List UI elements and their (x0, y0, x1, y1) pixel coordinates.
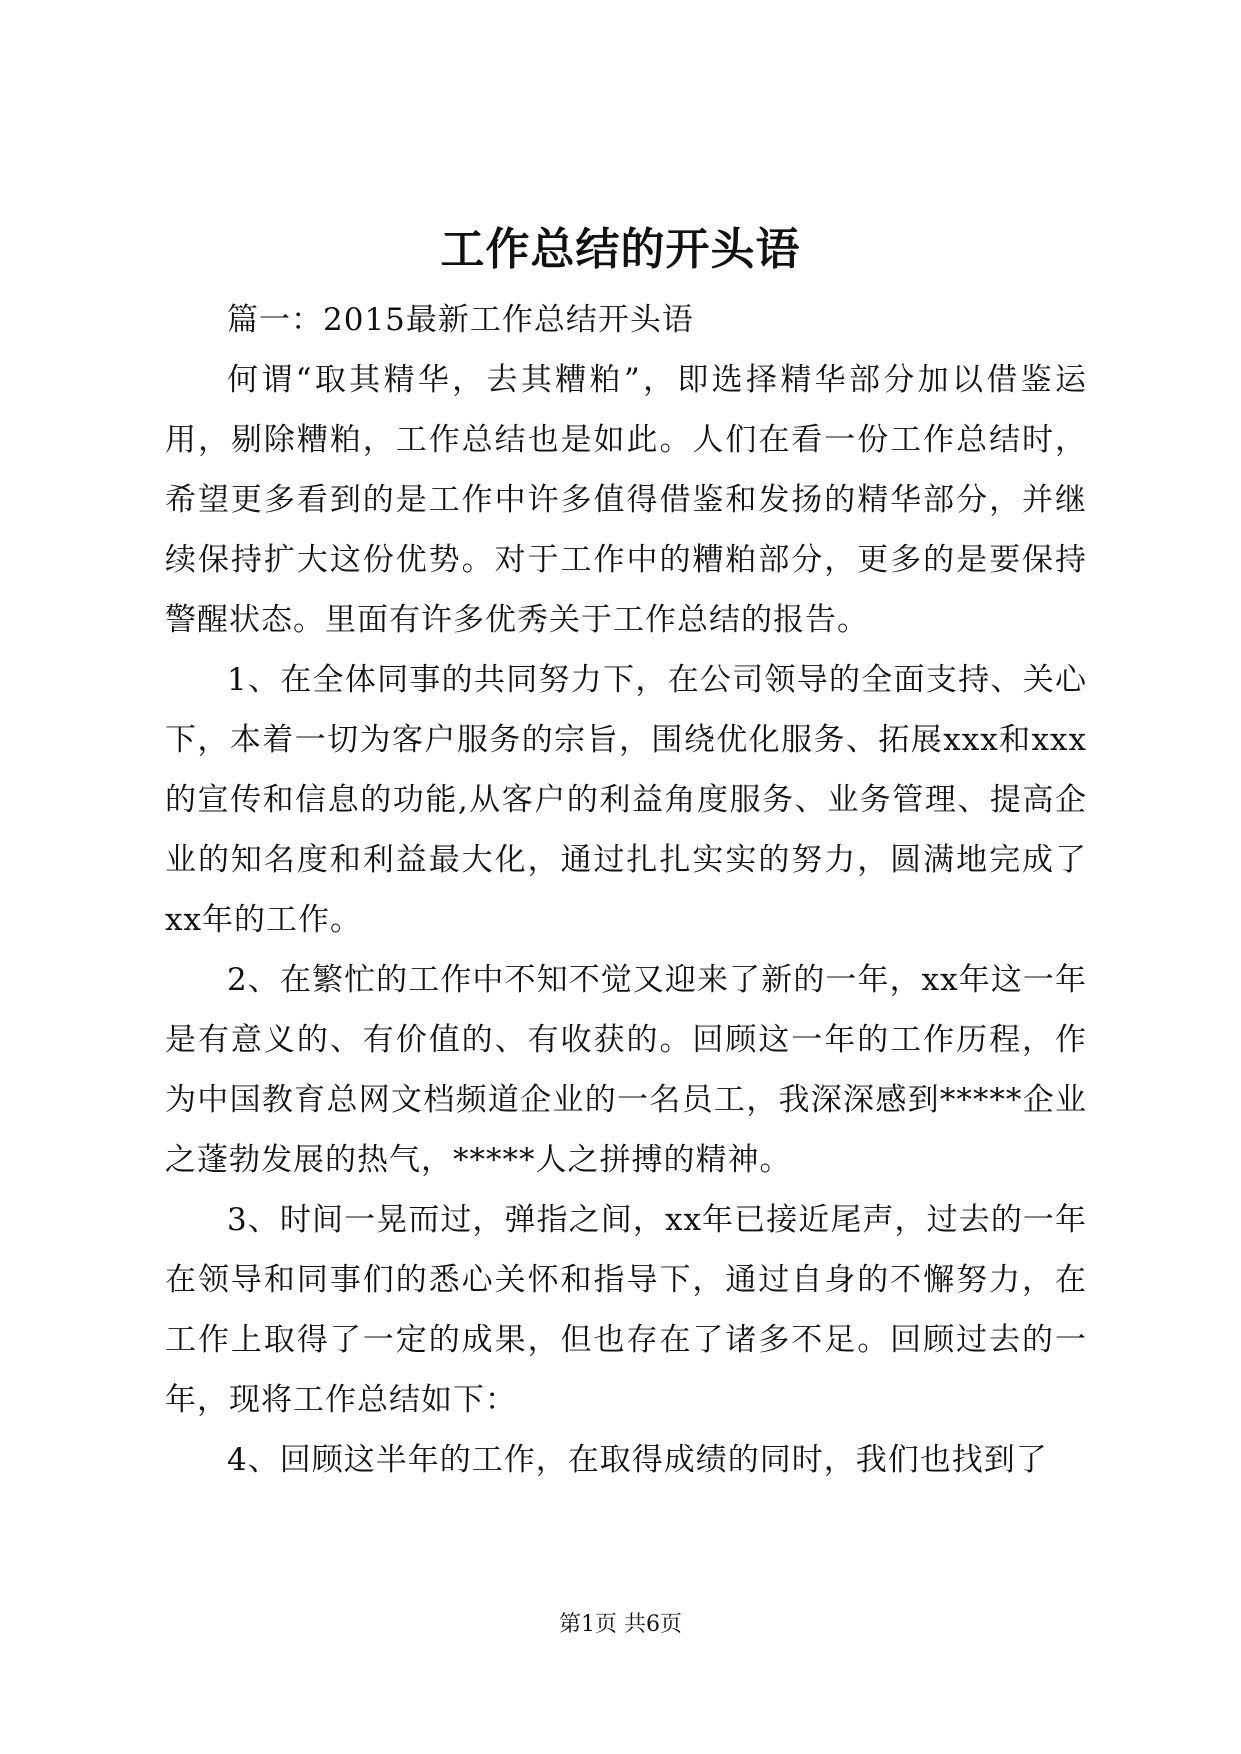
document-title: 工作总结的开头语 (440, 224, 801, 275)
paragraph-item-1: 1、在全体同事的共同努力下，在公司领导的全面支持、关心下，本着一切为客户服务的宗旨，围绕优化服务、拓展xxx和xxx的宣传和信息的功能,从客户的利益角度服务、业务管理、提高企业的知名度和利益最大化，通过扎扎实实的努力，圆满地完成了xx年的工作。 (165, 662, 1087, 938)
paragraph-item-4: 4、回顾这半年的工作，在取得成绩的同时，我们也找到了 (227, 1442, 1048, 1478)
section-heading: 篇一：2015最新工作总结开头语 (227, 302, 694, 338)
document-body (165, 290, 1087, 1490)
paragraph-item-2: 2、在繁忙的工作中不知不觉又迎来了新的一年，xx年这一年是有意义的、有价值的、有收获的。回顾这一年的工作历程，作为中国教育总网文档频道企业的一名员工，我深深感到*****企业之蓬勃发展的热气，*****人之拼搏的精神。 (165, 962, 1087, 1178)
paragraph-item-3: 3、时间一晃而过，弹指之间，xx年已接近尾声，过去的一年在领导和同事们的悉心关怀和指导下，通过自身的不懈努力，在工作上取得了一定的成果，但也存在了诸多不足。回顾过去的一年，现将工作总结如下： (165, 1202, 1087, 1418)
page-number-footer: 第1页 共6页 (559, 1612, 682, 1637)
paragraph-intro: 何谓“取其精华，去其糟粕”，即选择精华部分加以借鉴运用，剔除糟粕，工作总结也是如此。人们在看一份工作总结时，希望更多看到的是工作中许多值得借鉴和发扬的精华部分，并继续保持扩大这份优势。对于工作中的糟粕部分，更多的是要保持警醒状态。里面有许多优秀关于工作总结的报告。 (165, 362, 1087, 638)
